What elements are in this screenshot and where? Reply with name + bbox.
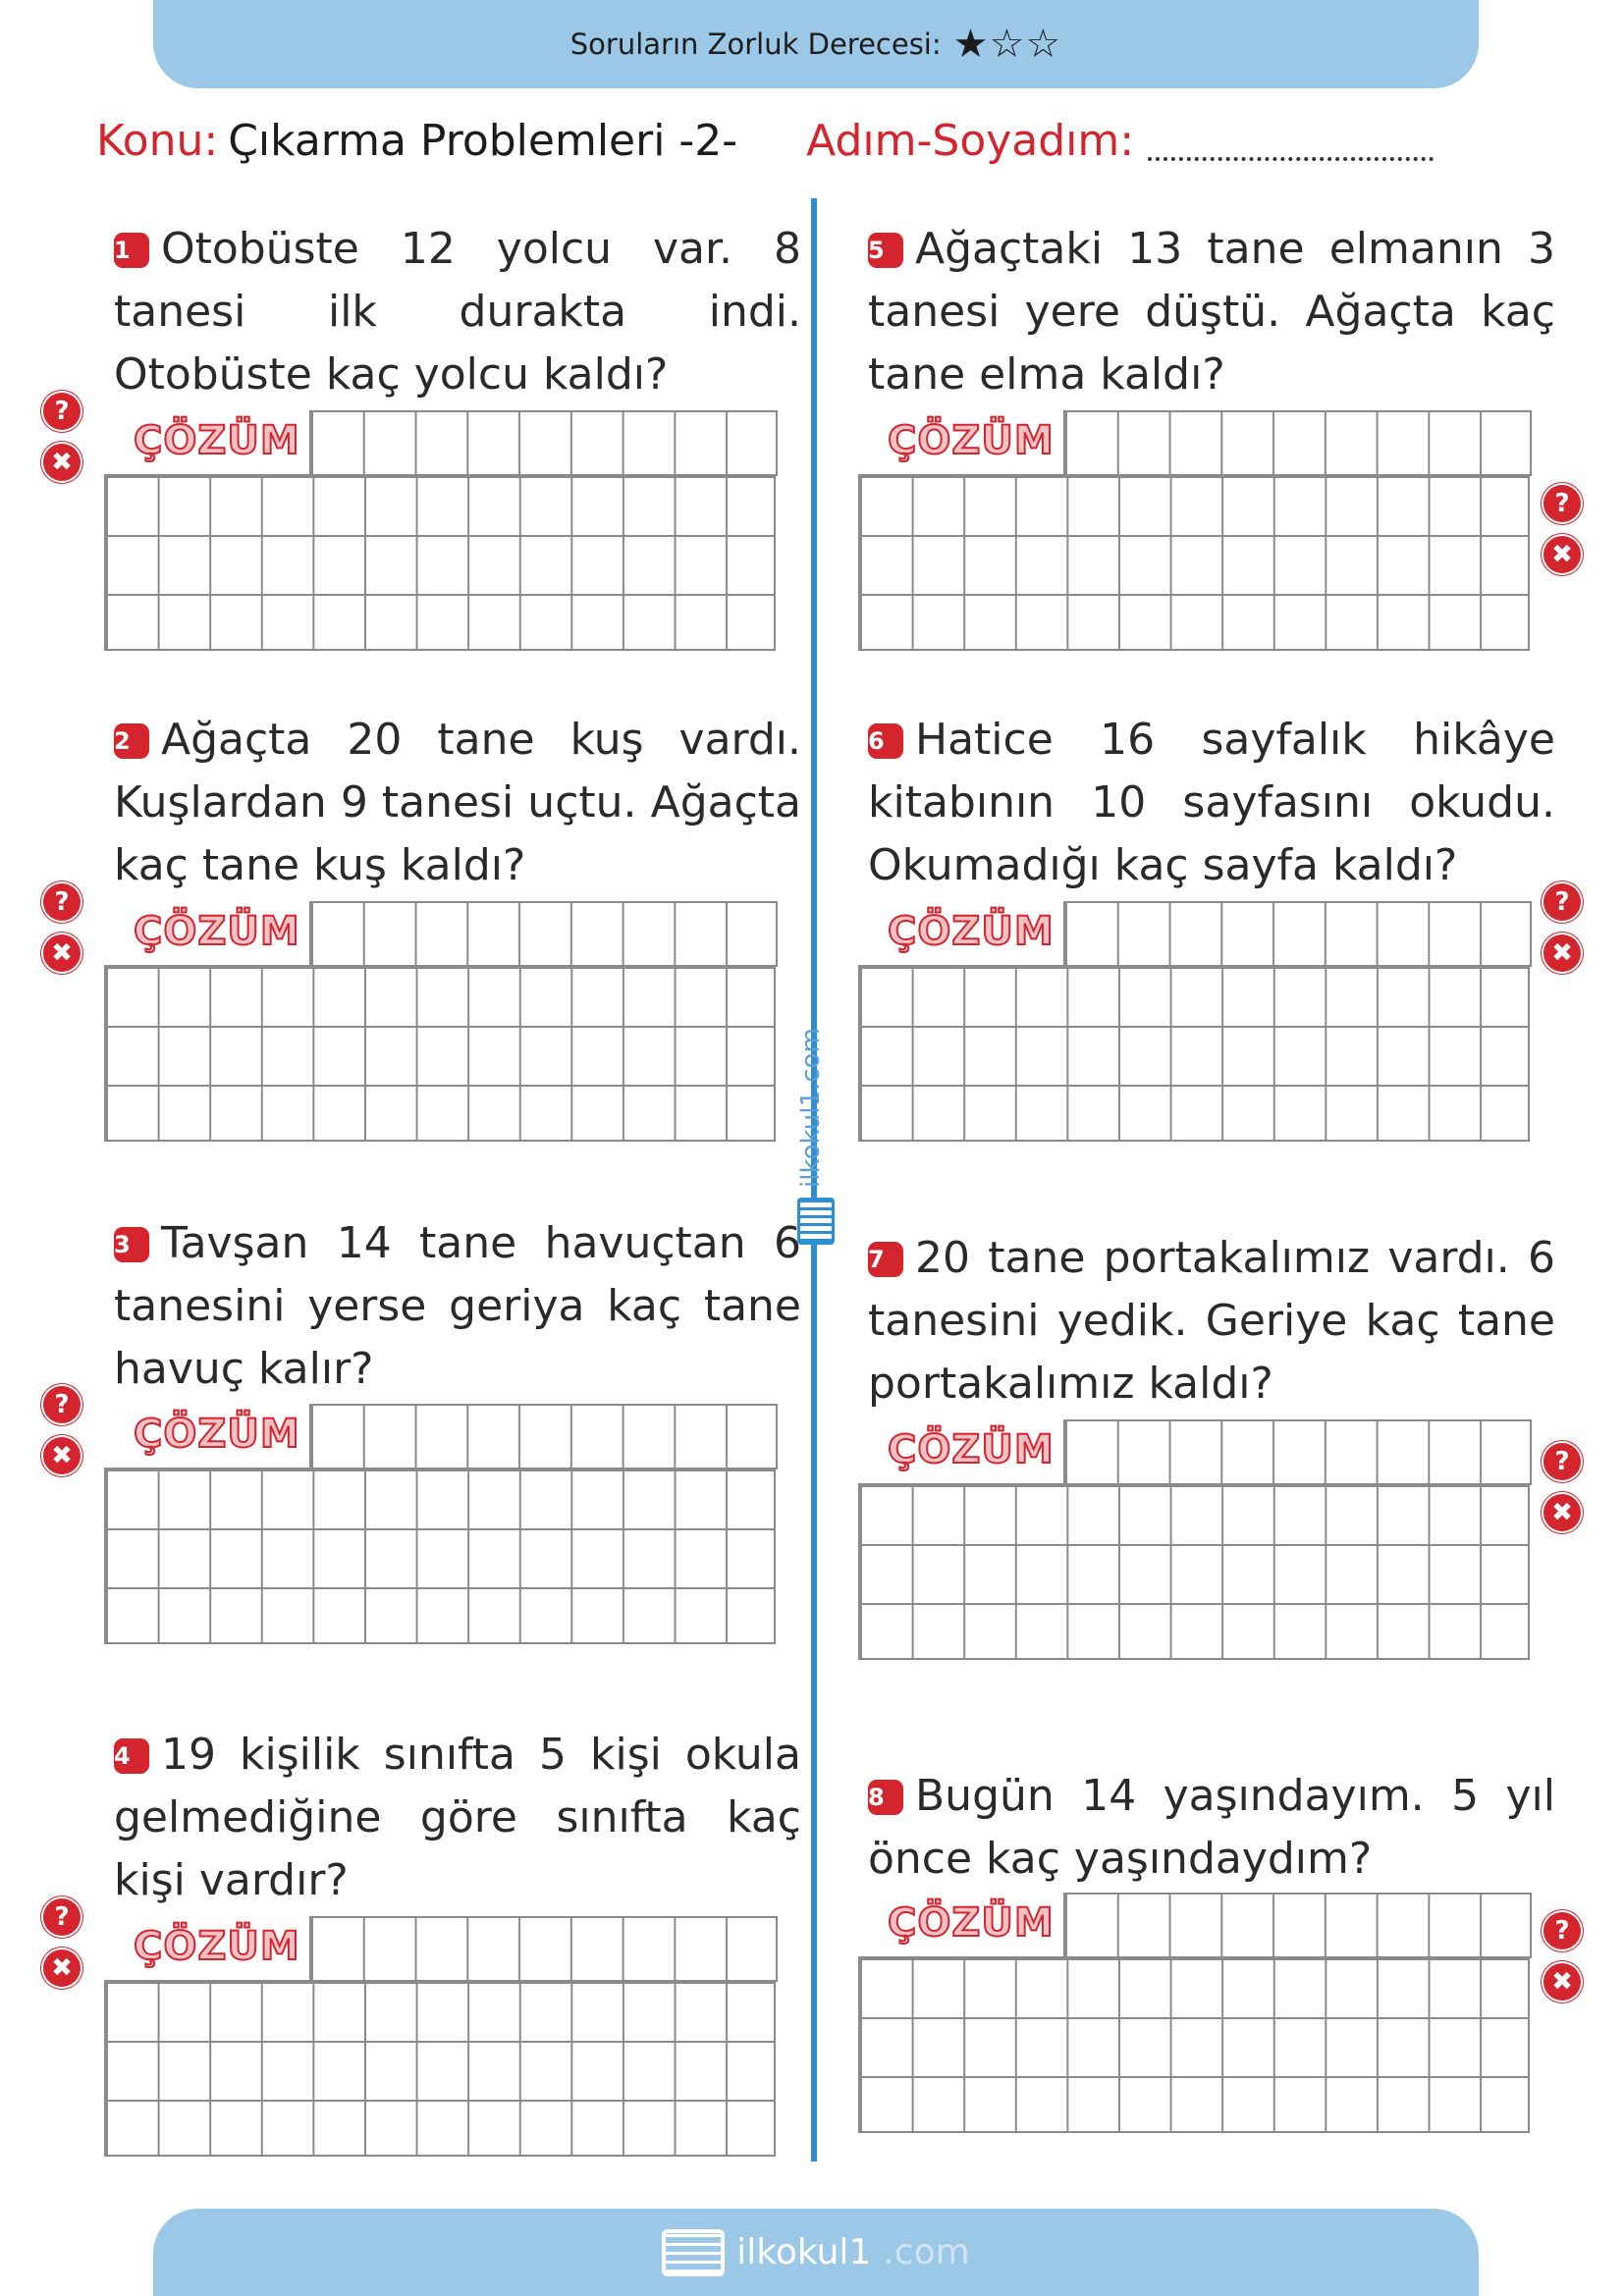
- question-5: [868, 218, 1555, 406]
- question-text: Otobüste 12 yolcu var. 8 tanesi ilk durakta indi. Otobüste kaç yolcu kaldı?: [114, 224, 801, 400]
- question-number: 5: [868, 233, 903, 268]
- question-2: [114, 709, 801, 897]
- question-number: 2: [114, 723, 149, 759]
- solution-label: ÇÖZÜM: [134, 418, 300, 463]
- solution-label: ÇÖZÜM: [888, 418, 1055, 463]
- question-text: 20 tane portakalımız vardı. 6 tanesini yedik. Geriye kaç tane portakalımız kaldı?: [868, 1233, 1555, 1409]
- answer-grid[interactable]: [104, 1916, 776, 2159]
- question-actions: [1543, 883, 1587, 986]
- question-1: [114, 218, 801, 406]
- help-icon[interactable]: ?: [1543, 485, 1581, 522]
- name-field[interactable]: [1148, 149, 1434, 161]
- close-icon[interactable]: ✖: [1543, 536, 1581, 573]
- help-icon[interactable]: ?: [43, 883, 81, 921]
- question-actions: [1543, 1912, 1587, 2014]
- question-text: Ağaçta 20 tane kuş vardı. Kuşlardan 9 tanesi uçtu. Ağaçta kaç tane kuş kaldı?: [114, 715, 801, 890]
- watermark-brand: ilkokul1: [796, 1091, 826, 1188]
- topic-value: Çıkarma Problemleri -2-: [228, 116, 738, 166]
- answer-grid[interactable]: [858, 901, 1530, 1144]
- answer-grid[interactable]: [104, 901, 776, 1144]
- book-icon: [662, 2229, 725, 2276]
- topic-label: Konu:: [96, 116, 219, 166]
- solution-label: ÇÖZÜM: [134, 909, 300, 954]
- side-watermark: [793, 1028, 833, 1237]
- question-number: 3: [114, 1227, 149, 1262]
- help-icon[interactable]: ?: [1543, 883, 1581, 921]
- help-icon[interactable]: ?: [43, 1386, 81, 1423]
- question-text: Bugün 14 yaşındayım. 5 yıl önce kaç yaşındaydım?: [868, 1771, 1555, 1884]
- close-icon[interactable]: ✖: [1543, 1494, 1581, 1531]
- difficulty-indicator: [570, 22, 1061, 67]
- close-icon[interactable]: ✖: [1543, 1963, 1581, 2001]
- top-banner: [153, 0, 1479, 88]
- close-icon[interactable]: ✖: [43, 444, 81, 481]
- difficulty-stars: ★☆☆: [952, 22, 1062, 67]
- answer-grid[interactable]: [104, 410, 776, 653]
- question-number: 6: [868, 723, 903, 759]
- footer-brand[interactable]: ilkokul1: [736, 2232, 872, 2272]
- book-icon: [797, 1198, 835, 1245]
- solution-label: ÇÖZÜM: [888, 1900, 1055, 1946]
- help-icon[interactable]: ?: [1543, 1912, 1581, 1949]
- question-text: Tavşan 14 tane havuçtan 6 tanesini yerse geriya kaç tane havuç kalır?: [114, 1218, 801, 1394]
- solution-label: ÇÖZÜM: [888, 909, 1055, 954]
- question-text: Ağaçtaki 13 tane elmanın 3 tanesi yere düştü. Ağaçta kaç tane elma kaldı?: [868, 224, 1555, 400]
- solution-label: ÇÖZÜM: [888, 1427, 1055, 1472]
- watermark-domain: .com: [796, 1028, 826, 1091]
- question-actions: [1543, 1443, 1587, 1545]
- question-text: Hatice 16 sayfalık hikâye kitabının 10 sayfasını okudu. Okumadığı kaç sayfa kaldı?: [868, 715, 1555, 890]
- footer-domain: .com: [883, 2232, 970, 2272]
- question-actions: [43, 883, 86, 986]
- answer-grid[interactable]: [104, 1404, 776, 1646]
- close-icon[interactable]: ✖: [1543, 934, 1581, 972]
- name-label: Adım-Soyadım:: [806, 116, 1135, 166]
- answer-grid[interactable]: [858, 410, 1530, 653]
- help-icon[interactable]: ?: [43, 393, 81, 430]
- question-6: [868, 709, 1555, 897]
- question-7: [868, 1227, 1555, 1415]
- question-text: 19 kişilik sınıfta 5 kişi okula gelmediğine göre sınıfta kaç kişi vardır?: [114, 1730, 801, 1905]
- close-icon[interactable]: ✖: [43, 934, 81, 972]
- answer-grid[interactable]: [858, 1419, 1530, 1662]
- question-number: 7: [868, 1242, 903, 1277]
- question-8: [868, 1765, 1555, 1891]
- question-number: 8: [868, 1780, 903, 1815]
- difficulty-label: Soruların Zorluk Derecesi:: [569, 27, 942, 61]
- solution-label: ÇÖZÜM: [134, 1924, 300, 1969]
- solution-label: ÇÖZÜM: [134, 1412, 300, 1457]
- topic-row: [96, 116, 1530, 175]
- question-actions: [43, 1898, 86, 2001]
- question-number: 4: [114, 1738, 149, 1774]
- question-actions: [43, 393, 86, 495]
- question-actions: [1543, 485, 1587, 587]
- question-4: [114, 1724, 801, 1912]
- question-number: 1: [114, 233, 149, 268]
- close-icon[interactable]: ✖: [43, 1949, 81, 1987]
- close-icon[interactable]: ✖: [43, 1437, 81, 1474]
- question-actions: [43, 1386, 86, 1488]
- question-3: [114, 1212, 801, 1401]
- answer-grid[interactable]: [858, 1893, 1530, 2135]
- help-icon[interactable]: ?: [1543, 1443, 1581, 1480]
- help-icon[interactable]: ?: [43, 1898, 81, 1936]
- footer-banner: [153, 2209, 1479, 2296]
